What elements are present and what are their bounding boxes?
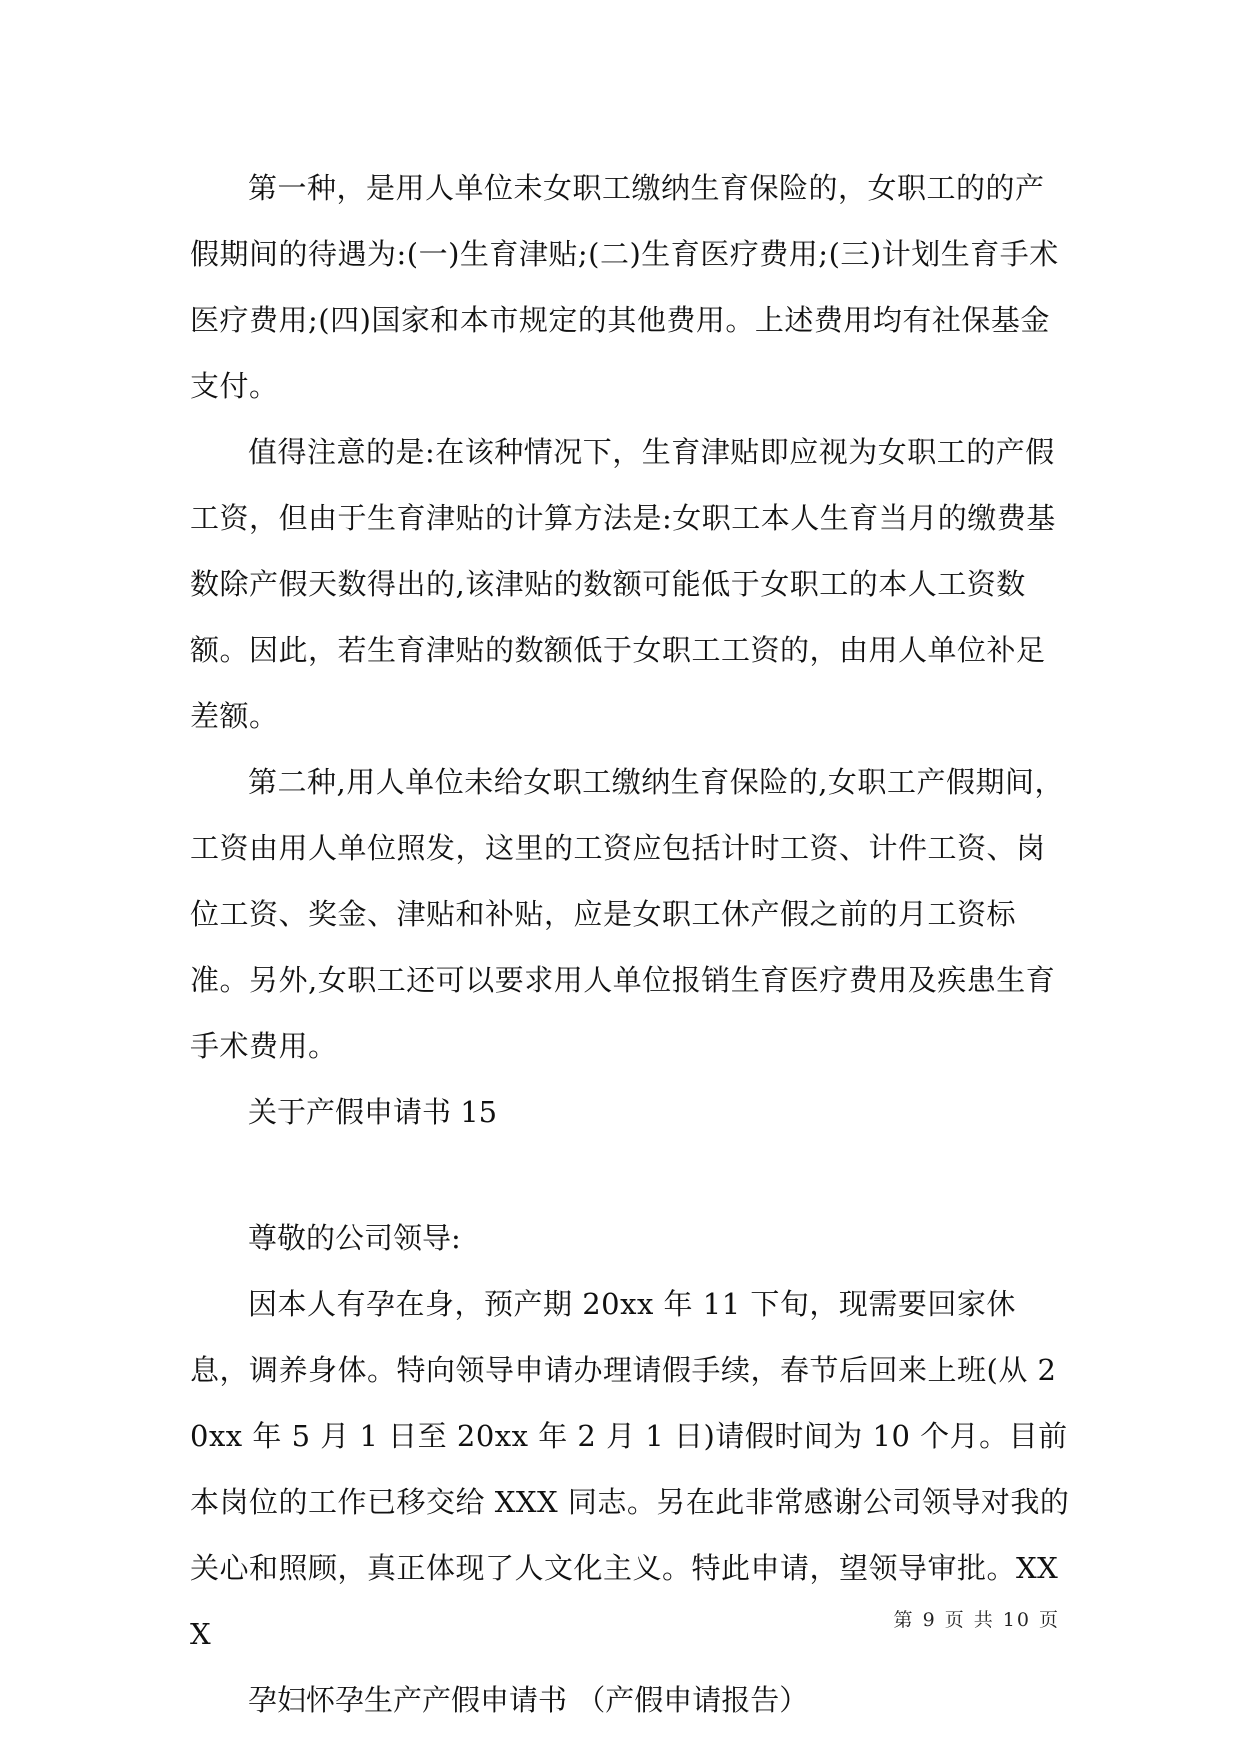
- paragraph-note: 值得注意的是:在该种情况下，生育津贴即应视为女职工的产假工资，但由于生育津贴的计算方法是:女职工本人生育当月的缴费基数除产假天数得出的,该津贴的数额可能低于女职工的本人工资数额。因此，若生育津贴的数额低于女职工工资的，由用人单位补足差额。: [190, 435, 1056, 733]
- salutation: 尊敬的公司领导:: [248, 1221, 461, 1255]
- blank-gap: [190, 1145, 1070, 1205]
- paragraph-first-type: 第一种，是用人单位未女职工缴纳生育保险的，女职工的的产假期间的待遇为:(一)生育津贴;(二)生育医疗费用;(三)计划生育手术医疗费用;(四)国家和本市规定的其他费用。上述费用均有社保基金支付。: [190, 171, 1059, 403]
- paragraph-second-type: 第二种,用人单位未给女职工缴纳生育保险的,女职工产假期间，工资由用人单位照发，这里的工资应包括计时工资、计件工资、岗位工资、奖金、津贴和补贴，应是女职工休产假之前的月工资标准。另外,女职工还可以要求用人单位报销生育医疗费用及疾患生育手术费用。: [190, 765, 1064, 1063]
- page-number-footer: 第 9 页 共 10 页: [893, 1609, 1060, 1631]
- closing-title: 孕妇怀孕生产产假申请书 （产假申请报告）: [248, 1683, 809, 1717]
- document-body: [190, 155, 1070, 1733]
- letter-body: 因本人有孕在身，预产期 20xx 年 11 下旬，现需要回家休息，调养身体。特向领导申请办理请假手续，春节后回来上班(从 20xx 年 5 月 1 日至 20xx 年 2 月 1 日)请假时间为 10 个月。目前本岗位的工作已移交给 XXX 同志。另在此非常感谢公司领导对我的关心和照顾，真正体现了人文化主义。特此申请，望领导审批。XXX: [190, 1287, 1070, 1651]
- section-heading: 关于产假申请书 15: [248, 1095, 498, 1129]
